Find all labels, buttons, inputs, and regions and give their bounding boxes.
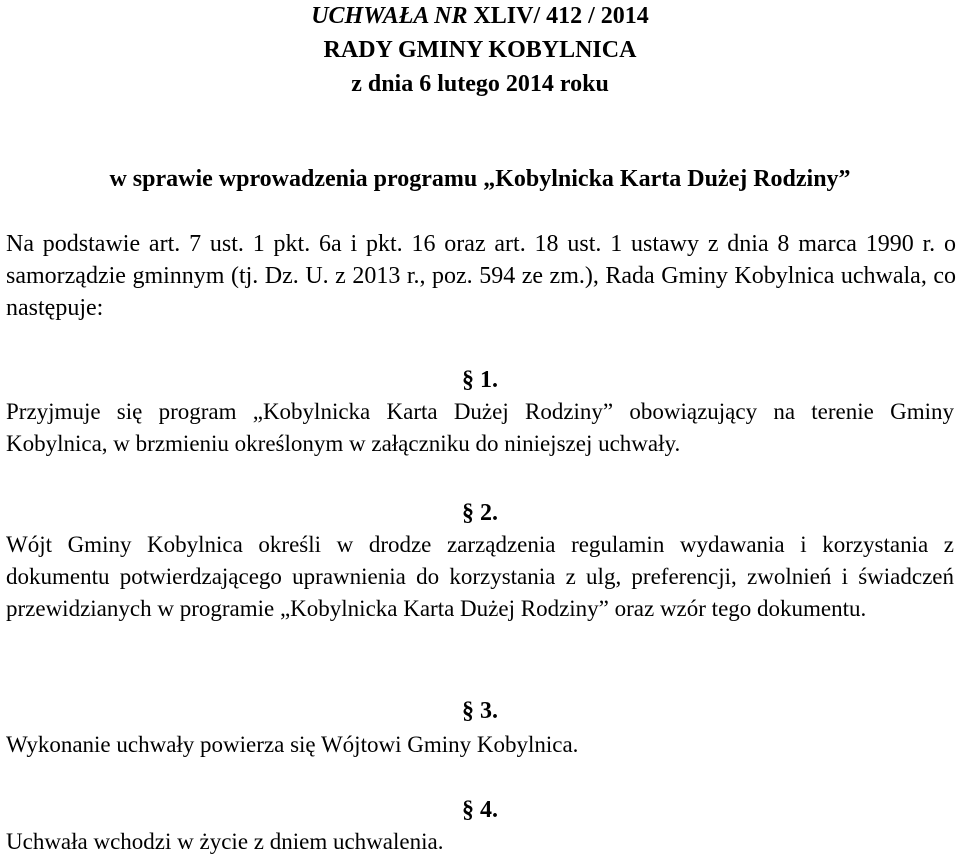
section-heading-2 [0,497,960,529]
council-name: RADY GMINY KOBYLNICA [323,37,637,63]
section-number: 2. [480,500,498,526]
resolution-number-prefix: UCHWAŁA NR [311,3,468,29]
resolution-number [0,0,960,34]
section-symbol: § [462,500,474,526]
section-heading-4 [0,794,960,826]
section-text-3: Wykonanie uchwały powierza się Wójtowi Gminy Kobylnica. [6,732,579,757]
section-heading-1 [0,364,960,396]
resolution-number-value: XLIV/ 412 / 2014 [467,3,649,29]
section-symbol: § [462,367,474,393]
section-number: 3. [480,698,498,724]
section-text-2: Wójt Gminy Kobylnica określi w drodze zarządzenia regulamin wydawania i korzystania z dokumentu potwierdzającego uprawnienia do korzystania z ulg, preferencji, zwolnień i świadczeń przewidzianych w programie „Kobylnicka Karta Dużej Rodziny” oraz wzór tego dokumentu. [6,532,954,621]
section-text-4: Uchwała wchodzi w życie z dniem uchwalenia. [6,829,444,854]
section-number: 4. [480,797,498,823]
resolution-header [0,0,960,102]
section-symbol: § [462,698,474,724]
section-text-1: Przyjmuje się program „Kobylnicka Karta Dużej Rodziny” obowiązujący na terenie Gminy Kobylnica, w brzmieniu określonym w załączniku do niniejszej uchwały. [6,399,954,456]
resolution-date: z dnia 6 lutego 2014 roku [351,71,609,97]
resolution-subject: w sprawie wprowadzenia programu „Kobylnicka Karta Dużej Rodziny” [109,166,851,192]
section-heading-3 [0,695,960,727]
legal-basis-paragraph: Na podstawie art. 7 ust. 1 pkt. 6a i pkt. 16 oraz art. 18 ust. 1 ustawy z dnia 8 marca 1990 r. o samorządzie gminnym (tj. Dz. U. z 2013 r., poz. 594 ze zm.), Rada Gminy Kobylnica uchwala, co następuje: [6,231,956,321]
section-symbol: § [462,797,474,823]
section-number: 1. [480,367,498,393]
